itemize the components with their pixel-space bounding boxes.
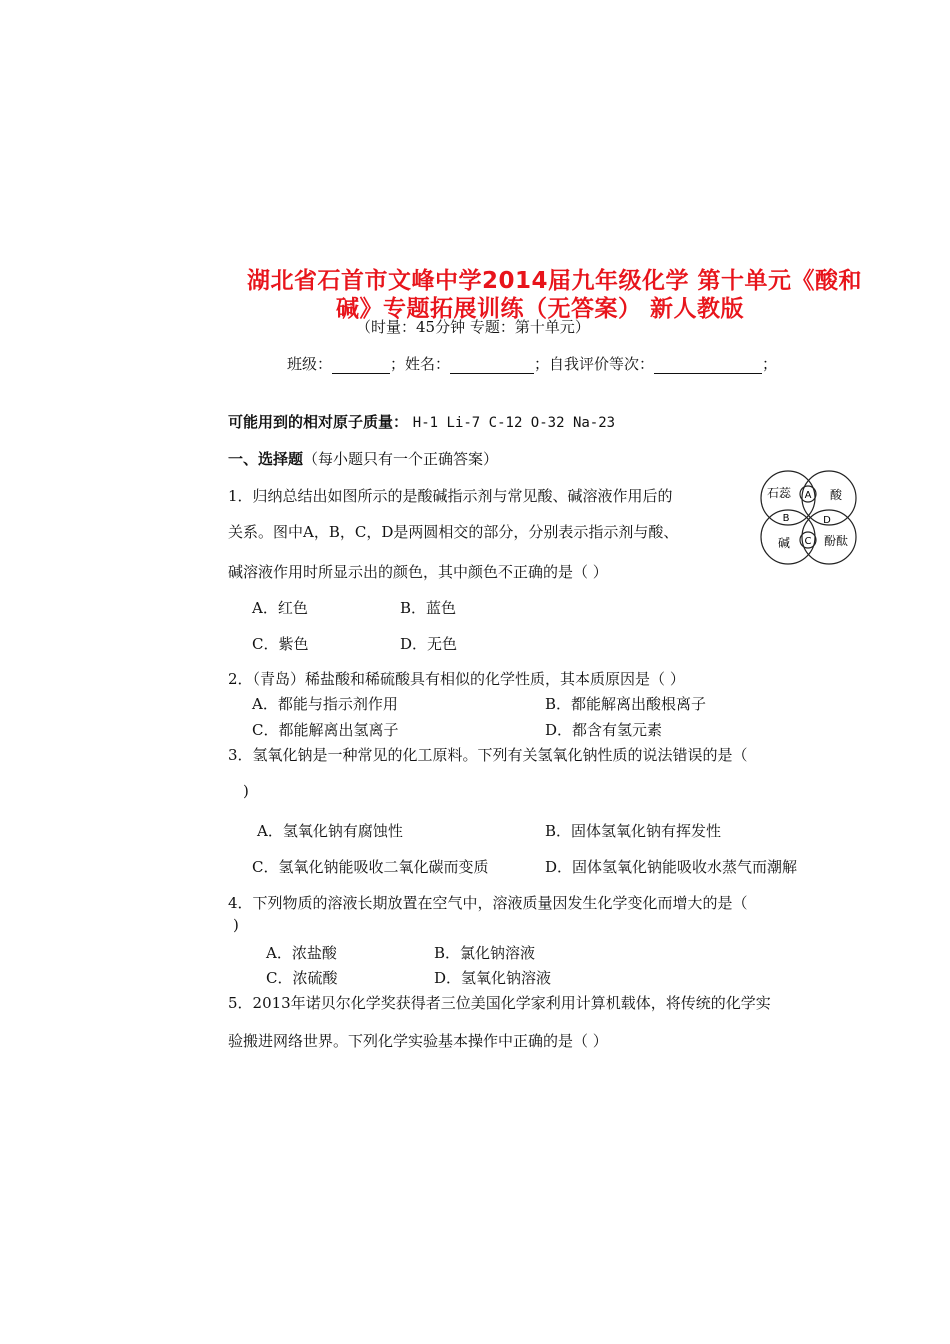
q5-line-2: 验搬进网络世界。下列化学实验基本操作中正确的是（ ） xyxy=(228,1032,608,1050)
self-eval-label: ；自我评价等次： xyxy=(534,355,655,373)
section-1-note: （每小题只有一个正确答案） xyxy=(303,450,499,468)
venn-region-a: A xyxy=(804,490,812,501)
q4-line-1: 4．下列物质的溶液长期放置在空气中，溶液质量因发生化学变化而增大的是（ xyxy=(228,894,748,912)
q4-option-a: A．浓盐酸 xyxy=(266,944,337,962)
q3-line-1: 3．氢氧化钠是一种常见的化工原料。下列有关氢氧化钠性质的说法错误的是（ xyxy=(228,746,748,764)
q2-option-d: D．都含有氢元素 xyxy=(545,721,663,739)
atomic-masses-label: 可能用到的相对原子质量： xyxy=(228,413,409,431)
q3-option-c: C．氢氧化钠能吸收二氧化碳而变质 xyxy=(252,858,489,876)
venn-label-base: 碱 xyxy=(777,536,791,550)
document-title-line-2: 碱》专题拓展训练（无答案） 新人教版 xyxy=(336,296,745,322)
q4-option-d: D．氢氧化钠溶液 xyxy=(434,969,552,987)
q5-line-1: 5．2013年诺贝尔化学奖获得者三位美国化学家利用计算机载体，将传统的化学实 xyxy=(228,994,771,1012)
q1-option-a: A．红色 xyxy=(252,599,308,617)
venn-region-d: D xyxy=(823,515,831,526)
q2-option-a: A．都能与指示剂作用 xyxy=(252,695,398,713)
venn-label-phenolphthalein: 酚酞 xyxy=(823,534,849,548)
info-end: ； xyxy=(762,355,778,373)
document-title-line-1: 湖北省石首市文峰中学2014届九年级化学 第十单元《酸和 xyxy=(247,268,863,294)
class-field[interactable] xyxy=(332,357,390,374)
q2-option-c: C．都能解离出氢离子 xyxy=(252,721,399,739)
name-field[interactable] xyxy=(450,357,534,374)
section-1-title: 一、选择题 xyxy=(228,450,304,468)
class-label: 班级： xyxy=(287,355,333,373)
venn-label-litmus: 石蕊 xyxy=(766,486,792,500)
q3-option-b: B．固体氢氧化钠有挥发性 xyxy=(545,822,722,840)
venn-diagram xyxy=(754,466,864,570)
name-label: ；姓名： xyxy=(390,355,451,373)
q1-line-3: 碱溶液作用时所显示出的颜色，其中颜色不正确的是（ ） xyxy=(228,563,608,581)
q2-line-1: 2．（青岛）稀盐酸和稀硫酸具有相似的化学性质，其本质原因是（ ） xyxy=(228,670,685,688)
self-eval-field[interactable] xyxy=(654,357,762,374)
venn-region-b: B xyxy=(782,513,790,524)
q1-line-2: 关系。图中A，B，C，D是两圆相交的部分，分别表示指示剂与酸、 xyxy=(228,523,679,541)
q4-option-b: B．氯化钠溶液 xyxy=(434,944,536,962)
q2-option-b: B．都能解离出酸根离子 xyxy=(545,695,707,713)
q3-option-d: D．固体氢氧化钠能吸收水蒸气而潮解 xyxy=(545,858,798,876)
atomic-masses xyxy=(228,411,615,432)
section-1-heading xyxy=(228,448,498,469)
venn-label-acid: 酸 xyxy=(829,488,843,502)
subtitle: （时量：45分钟 专题：第十单元） xyxy=(356,318,590,336)
q4-line-2: ) xyxy=(233,916,239,934)
venn-region-c: C xyxy=(804,536,812,547)
q4-option-c: C．浓硫酸 xyxy=(266,969,338,987)
q1-option-b: B．蓝色 xyxy=(400,599,457,617)
q1-line-1: 1．归纳总结出如图所示的是酸碱指示剂与常见酸、碱溶液作用后的 xyxy=(228,487,673,505)
q1-option-c: C．紫色 xyxy=(252,635,309,653)
student-info-line xyxy=(287,353,777,374)
q3-line-2: ) xyxy=(243,782,249,800)
atomic-masses-values: H-1 Li-7 C-12 O-32 Na-23 xyxy=(412,415,616,431)
q3-option-a: A．氢氧化钠有腐蚀性 xyxy=(257,822,403,840)
q1-option-d: D．无色 xyxy=(400,635,458,653)
